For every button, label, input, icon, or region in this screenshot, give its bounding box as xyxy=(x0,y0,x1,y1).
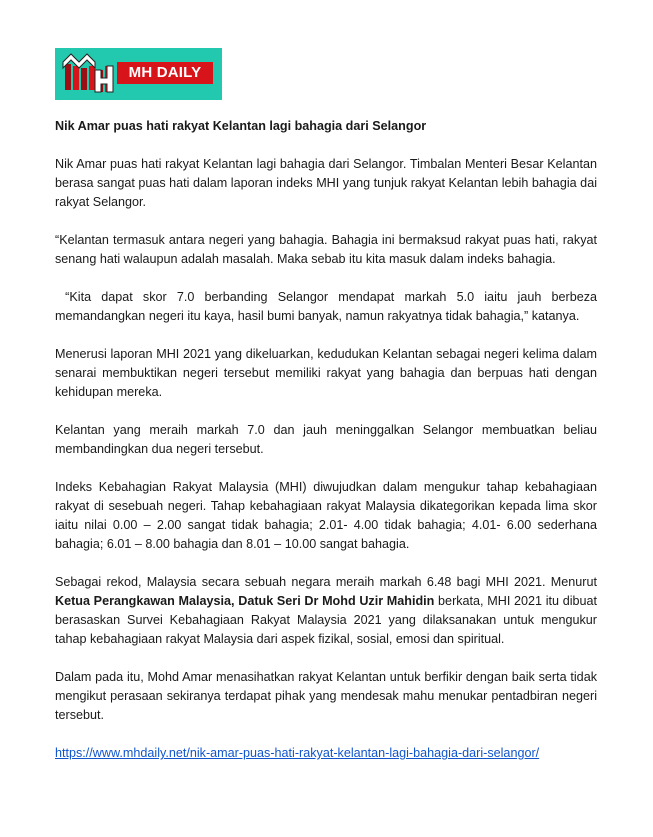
paragraph-6: Indeks Kebahagian Rakyat Malaysia (MHI) diwujudkan dalam mengukur tahap kebahagiaan rakyat di sesebuah negeri. Tahap kebahagiaan rakyat Malaysia dikategorikan kepada lima skor iaitu nilai 0.00 – 2.00 sangat tidak bahagia; 2.01- 4.00 tidak bahagia; 4.01- 6.00 sederhana bahagia; 6.01 – 8.00 bahagia dan 8.01 – 10.00 sangat bahagia. xyxy=(55,480,597,551)
paragraph-7-bold-name: Ketua Perangkawan Malaysia, Datuk Seri Dr Mohd Uzir Mahidin xyxy=(55,594,435,608)
logo-text: MH DAILY xyxy=(117,62,213,84)
mh-logo-mark-icon xyxy=(61,52,119,96)
paragraph-7-text-b: berkata, MHI 2021 itu dibuat berasaskan Survei Kebahagiaan Rakyat Malaysia 2021 yang dilaksanakan untuk mengukur tahap kebahagiaan rakyat Malaysia dari aspek fizikal, sosial, emosi dan spiritual. xyxy=(55,594,598,646)
paragraph-5: Kelantan yang meraih markah 7.0 dan jauh meninggalkan Selangor membuatkan beliau membandingkan dua negeri tersebut. xyxy=(55,423,597,456)
source-link-paragraph xyxy=(55,744,597,763)
paragraph-7-text-a: Sebagai rekod, Malaysia secara sebuah negara meraih markah 6.48 bagi MHI 2021. Menurut xyxy=(55,575,597,589)
paragraph-4: Menerusi laporan MHI 2021 yang dikeluarkan, kedudukan Kelantan sebagai negeri kelima dalam senarai membuktikan negeri tersebut memiliki rakyat yang bahagia dan berpuas hati dengan kehidupan mereka. xyxy=(55,347,597,399)
paragraph-8: Dalam pada itu, Mohd Amar menasihatkan rakyat Kelantan untuk berfikir dengan baik serta tidak mengikut perasaan sekiranya terdapat pihak yang mendesak mahu menukar pentadbiran negeri tersebut. xyxy=(55,670,597,722)
paragraph-2: “Kelantan termasuk antara negeri yang bahagia. Bahagia ini bermaksud rakyat puas hati, rakyat senang hati walaupun adalah masalah. Maka sebab itu kita masuk dalam indeks bahagia. xyxy=(55,233,597,266)
article xyxy=(55,117,601,782)
source-link[interactable]: https://www.mhdaily.net/nik-amar-puas-hati-rakyat-kelantan-lagi-bahagia-dari-selangor/ xyxy=(55,746,540,760)
paragraph-3: “Kita dapat skor 7.0 berbanding Selangor mendapat markah 5.0 iaitu jauh berbeza memandangkan negeri itu kaya, hasil bumi banyak, namun rakyatnya tidak bahagia,” katanya. xyxy=(55,290,601,323)
paragraph-1: Nik Amar puas hati rakyat Kelantan lagi bahagia dari Selangor. Timbalan Menteri Besar Kelantan berasa sangat puas hati dalam laporan indeks MHI yang tunjuk rakyat Kelantan lebih bahagia dai rakyat Selangor. xyxy=(55,157,597,209)
article-title: Nik Amar puas hati rakyat Kelantan lagi bahagia dari Selangor xyxy=(55,119,427,133)
mh-daily-logo xyxy=(55,48,222,100)
paragraph-7 xyxy=(55,573,597,649)
